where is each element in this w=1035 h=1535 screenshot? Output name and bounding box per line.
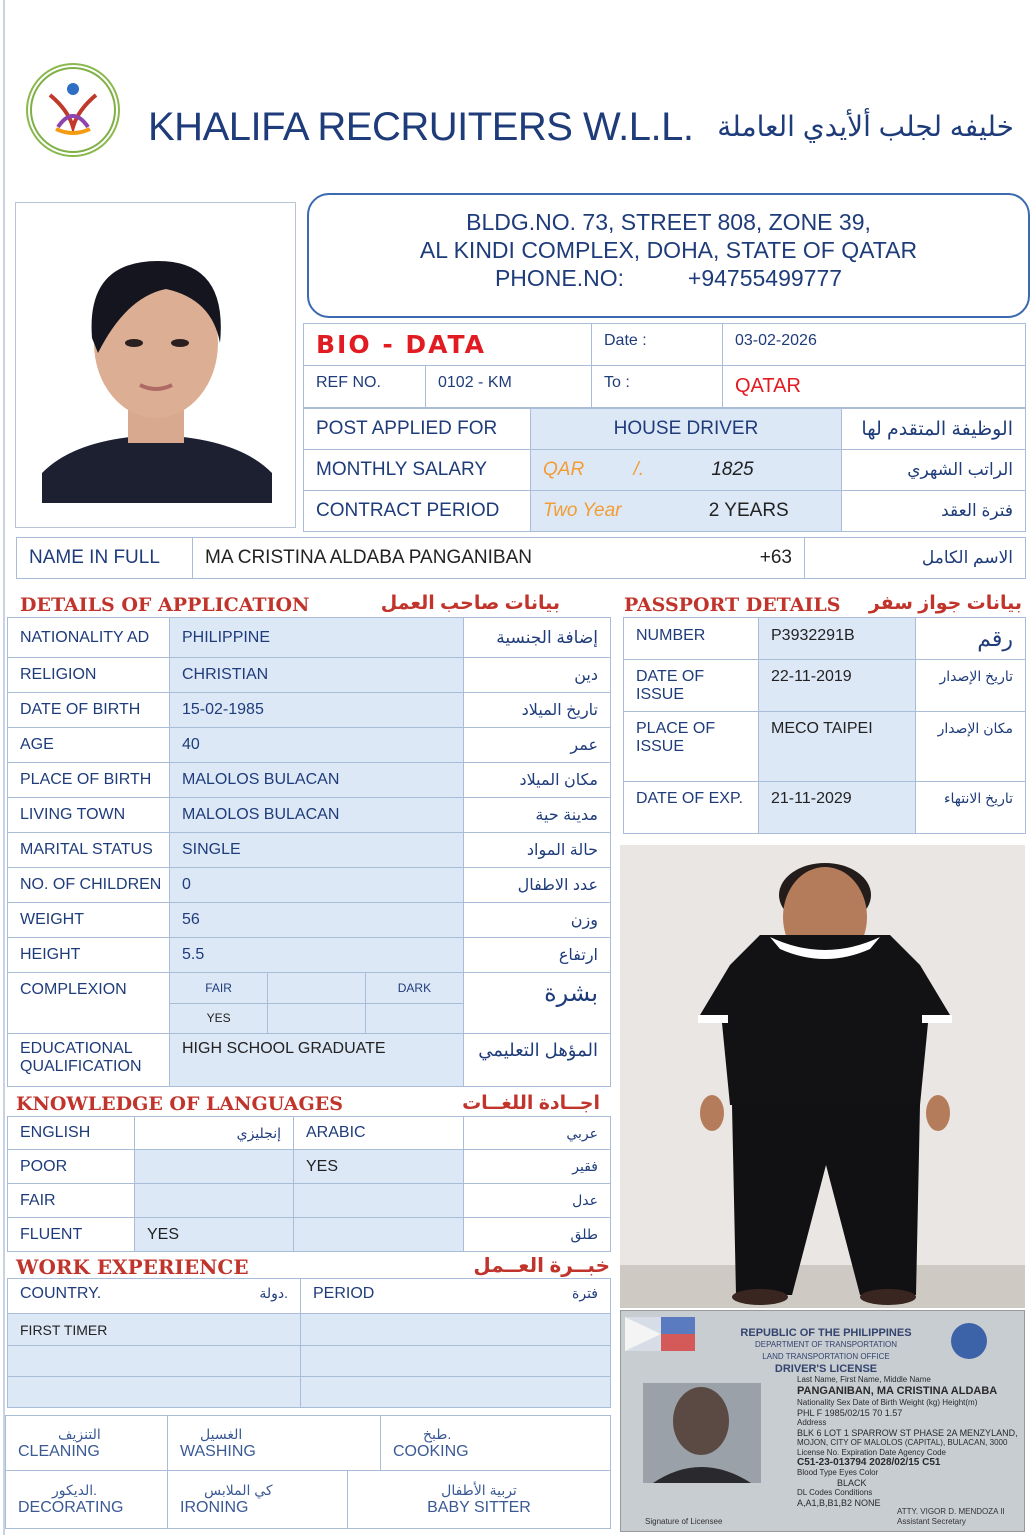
contract-cell	[531, 491, 842, 532]
contract-value: 2 YEARS	[708, 500, 789, 521]
lang-fair-ar: عدل	[464, 1184, 611, 1218]
passport-title-arabic: بيانات جواز سفر	[868, 593, 1022, 614]
complexion-fair-value: YES	[170, 1003, 268, 1033]
languages-title: KNOWLEDGE OF LANGUAGES	[16, 1093, 343, 1115]
lang-fluent: FLUENT	[8, 1218, 135, 1252]
address-box	[307, 193, 1030, 318]
license-asec-title: Assistant Secretary	[897, 1517, 966, 1526]
salary-label: MONTHLY SALARY	[304, 450, 531, 491]
lang-fair-english	[135, 1184, 294, 1218]
phone-number: +94755499777	[687, 265, 843, 291]
education-label-1: EDUCATIONAL	[20, 1040, 133, 1057]
skill-cooking-arabic: طبخ.	[423, 1425, 452, 1442]
name-code: +63	[759, 547, 792, 568]
name-label: NAME IN FULL	[17, 538, 193, 579]
bio-title-text: BIO - DATA	[316, 330, 487, 359]
applicant-portrait	[15, 202, 296, 528]
detail-value: SINGLE	[170, 833, 464, 868]
complexion-fair: FAIR	[170, 973, 268, 1003]
detail-value: 5.5	[170, 938, 464, 973]
skill-washing	[168, 1416, 381, 1471]
complexion-empty	[268, 1003, 366, 1033]
lang-fluent-ar: طلق	[464, 1218, 611, 1252]
license-codes-label: DL Codes Conditions	[797, 1488, 873, 1497]
license-name-label: Last Name, First Name, Middle Name	[797, 1375, 931, 1384]
complexion-dark: DARK	[365, 973, 463, 1003]
page-edge	[3, 0, 5, 1535]
name-table	[16, 537, 1026, 579]
skill-cleaning	[6, 1416, 168, 1471]
lang-fair-arabic-value	[294, 1184, 464, 1218]
issue-place: MECO TAIPEI	[759, 712, 916, 782]
passport-number-label: NUMBER	[624, 618, 759, 660]
lang-english: ENGLISH	[8, 1117, 135, 1150]
issue-date: 22-11-2019	[759, 660, 916, 712]
passport-number: P3932291B	[759, 618, 916, 660]
ref-label: REF NO.	[304, 366, 426, 408]
contract-hint: Two Year	[543, 500, 622, 521]
detail-label: AGE	[8, 728, 170, 763]
work-country-label: COUNTRY.	[20, 1285, 102, 1302]
work-empty	[8, 1377, 301, 1408]
skill-cleaning-arabic: التنزيف	[58, 1425, 101, 1442]
skills-table-2	[5, 1470, 611, 1529]
skill-decorating-label: DECORATING	[18, 1499, 124, 1516]
ref-value: 0102 - KM	[426, 366, 592, 408]
license-republic: REPUBLIC OF THE PHILIPPINES	[740, 1327, 912, 1339]
phone-line	[309, 264, 1028, 292]
passport-number-arabic: رقم	[916, 618, 1026, 660]
passport-title: PASSPORT DETAILS	[624, 594, 841, 616]
work-empty	[301, 1314, 611, 1346]
bio-title	[304, 324, 592, 366]
detail-label: LIVING TOWN	[8, 798, 170, 833]
issue-date-arabic: تاريخ الإصدار	[916, 660, 1026, 712]
skill-cooking	[381, 1416, 611, 1471]
education-value: HIGH SCHOOL GRADUATE	[170, 1034, 464, 1087]
logo-people-icon	[28, 65, 118, 155]
skill-ironing-arabic: كي الملابس	[204, 1482, 273, 1498]
issue-date-label-2: ISSUE	[636, 686, 685, 703]
complexion-label: COMPLEXION	[8, 973, 170, 1034]
lang-arabic: ARABIC	[294, 1117, 464, 1150]
lang-fluent-arabic-value	[294, 1218, 464, 1252]
lang-poor-ar: فقير	[464, 1150, 611, 1184]
name-arabic: الاسم الكامل	[805, 538, 1026, 579]
salary-currency: QAR	[543, 459, 585, 480]
bio-header-table	[303, 323, 1026, 366]
skill-decorating-arabic: الديكور.	[52, 1482, 98, 1498]
date-value: 03-02-2026	[723, 324, 1026, 366]
detail-value: MALOLOS BULACAN	[170, 798, 464, 833]
detail-arabic: ارتفاع	[464, 938, 611, 973]
detail-label: MARITAL STATUS	[8, 833, 170, 868]
detail-arabic: تاريخ الميلاد	[464, 693, 611, 728]
complexion-grid	[170, 973, 464, 1034]
detail-arabic: دين	[464, 658, 611, 693]
company-logo	[26, 63, 120, 157]
exp-date: 21-11-2029	[759, 782, 916, 834]
issue-date-label-1: DATE OF	[636, 668, 705, 685]
work-country-arabic: دولة.	[259, 1285, 288, 1301]
lang-fluent-english-value: YES	[135, 1218, 294, 1252]
license-signature-label: Signature of Licensee	[645, 1517, 723, 1526]
skill-baby-sitter-arabic: تربية الأطفال	[441, 1482, 517, 1498]
exp-date-label: DATE OF EXP.	[624, 782, 759, 834]
detail-value: 40	[170, 728, 464, 763]
lang-poor-arabic-value: YES	[294, 1150, 464, 1184]
date-label: Date :	[592, 324, 723, 366]
detail-label: HEIGHT	[8, 938, 170, 973]
details-title-arabic: بيانات صاحب العمل	[380, 593, 560, 614]
company-name: KHALIFA RECRUITERS W.L.L.	[148, 105, 694, 149]
license-address-2: MOJON, CITY OF MALOLOS (CAPITAL), BULACAN, 3000	[797, 1438, 1008, 1447]
detail-value: 56	[170, 903, 464, 938]
drivers-license-image	[620, 1310, 1025, 1532]
license-office: LAND TRANSPORTATION OFFICE	[762, 1352, 890, 1361]
lang-fair: FAIR	[8, 1184, 135, 1218]
detail-arabic: مدينة حية	[464, 798, 611, 833]
work-period-label: PERIOD	[313, 1285, 375, 1302]
work-table	[7, 1278, 611, 1408]
skill-cleaning-label: CLEANING	[18, 1442, 100, 1460]
salary-value: 1825	[711, 459, 754, 480]
work-title: WORK EXPERIENCE	[16, 1255, 249, 1279]
license-blood-label: Blood Type Eyes Color	[797, 1468, 879, 1477]
salary-separator: /.	[633, 459, 645, 480]
education-label	[8, 1034, 170, 1087]
phone-label: PHONE.NO:	[494, 265, 625, 291]
license-details	[797, 1375, 1023, 1508]
license-asec	[897, 1507, 1005, 1527]
applicant-full-photo	[620, 845, 1025, 1308]
license-address-1: BLK 6 LOT 1 SPARROW ST PHASE 2A MENZYLAND,	[797, 1428, 1018, 1438]
name-cell	[193, 538, 805, 579]
details-table	[7, 617, 611, 1087]
lang-arabic-arabic: عربي	[464, 1117, 611, 1150]
work-period-arabic: فترة	[572, 1285, 598, 1301]
detail-arabic: وزن	[464, 903, 611, 938]
work-period-header	[301, 1279, 611, 1314]
detail-label: RELIGION	[8, 658, 170, 693]
detail-value: MALOLOS BULACAN	[170, 763, 464, 798]
complexion-empty	[268, 973, 366, 1003]
complexion-arabic: بشرة	[464, 973, 611, 1034]
license-asec-name: ATTY. VIGOR D. MENDOZA II	[897, 1507, 1005, 1516]
post-label: POST APPLIED FOR	[304, 409, 531, 450]
work-empty	[301, 1346, 611, 1377]
lang-poor: POOR	[8, 1150, 135, 1184]
skill-ironing	[168, 1471, 348, 1529]
salary-arabic: الراتب الشهري	[842, 450, 1026, 491]
detail-arabic: مكان الميلاد	[464, 763, 611, 798]
detail-arabic: حالة المواد	[464, 833, 611, 868]
post-value: HOUSE DRIVER	[531, 409, 842, 450]
license-address-label: Address	[797, 1418, 827, 1427]
issue-place-arabic: مكان الإصدار	[916, 712, 1026, 782]
ref-table	[303, 365, 1026, 408]
skill-decorating	[6, 1471, 168, 1529]
license-meta-values: PHL F 1985/02/15 70 1.57	[797, 1408, 903, 1418]
education-label-2: QUALIFICATION	[20, 1058, 142, 1075]
license-name: PANGANIBAN, MA CRISTINA ALDABA	[797, 1385, 998, 1397]
job-table	[303, 408, 1026, 532]
license-dept: DEPARTMENT OF TRANSPORTATION	[754, 1340, 898, 1349]
salary-cell	[531, 450, 842, 491]
detail-value: PHILIPPINE	[170, 618, 464, 658]
detail-label: WEIGHT	[8, 903, 170, 938]
detail-label: DATE OF BIRTH	[8, 693, 170, 728]
issue-place-label-1: PLACE OF	[636, 720, 716, 737]
skill-ironing-label: IRONING	[180, 1499, 249, 1516]
languages-table	[7, 1116, 611, 1252]
skills-table-1	[5, 1415, 611, 1471]
exp-date-arabic: تاريخ الانتهاء	[916, 782, 1026, 834]
license-meta-labels: Nationality Sex Date of Birth Weight (kg) Height(m)	[797, 1398, 978, 1407]
detail-label: NO. OF CHILDREN	[8, 868, 170, 903]
name-value: MA CRISTINA ALDABA PANGANIBAN	[205, 547, 532, 568]
detail-arabic: إضافة الجنسية	[464, 618, 611, 658]
complexion-empty	[365, 1003, 463, 1033]
address-line-1: BLDG.NO. 73, STREET 808, ZONE 39,	[466, 209, 871, 235]
to-value: QATAR	[723, 366, 1026, 408]
to-label: To :	[592, 366, 723, 408]
skill-baby-sitter-label: BABY SITTER	[427, 1499, 531, 1516]
detail-label: PLACE OF BIRTH	[8, 763, 170, 798]
issue-place-label	[624, 712, 759, 782]
detail-arabic: عدد الاطفال	[464, 868, 611, 903]
contract-arabic: فترة العقد	[842, 491, 1026, 532]
lang-english-arabic: إنجليزي	[135, 1117, 294, 1150]
skill-baby-sitter	[348, 1471, 611, 1529]
license-number-label: License No. Expiration Date Agency Code	[797, 1448, 946, 1457]
license-number-values: C51-23-013794 2028/02/15 C51	[797, 1457, 941, 1468]
work-first-timer: FIRST TIMER	[8, 1314, 301, 1346]
work-title-arabic: خبــرة العــمل	[473, 1255, 610, 1277]
passport-table	[623, 617, 1026, 834]
work-country-header	[8, 1279, 301, 1314]
detail-label: NATIONALITY AD	[8, 618, 170, 658]
work-empty	[8, 1346, 301, 1377]
detail-arabic: عمر	[464, 728, 611, 763]
skill-cooking-label: COOKING	[393, 1442, 469, 1460]
contract-label: CONTRACT PERIOD	[304, 491, 531, 532]
detail-value: CHRISTIAN	[170, 658, 464, 693]
work-empty	[301, 1377, 611, 1408]
address-line-2: AL KINDI COMPLEX, DOHA, STATE OF QATAR	[419, 237, 918, 263]
detail-value: 15-02-1985	[170, 693, 464, 728]
license-eyes: BLACK	[837, 1478, 867, 1488]
education-arabic: المؤهل التعليمي	[464, 1034, 611, 1087]
issue-date-label	[624, 660, 759, 712]
license-codes: A,A1,B,B1,B2 NONE	[797, 1498, 881, 1508]
detail-value: 0	[170, 868, 464, 903]
languages-title-arabic: اجــادة اللغــات	[462, 1093, 600, 1114]
skill-washing-label: WASHING	[180, 1442, 256, 1460]
license-header	[721, 1327, 931, 1375]
skill-washing-arabic: الغسيل	[200, 1425, 243, 1442]
issue-place-label-2: ISSUE	[636, 738, 685, 755]
post-arabic: الوظيفة المتقدم لها	[842, 409, 1026, 450]
license-title: DRIVER'S LICENSE	[774, 1363, 878, 1375]
complexion-subtable	[170, 973, 463, 1033]
details-title: DETAILS OF APPLICATION	[20, 594, 310, 616]
lang-poor-english	[135, 1150, 294, 1184]
company-name-arabic: خليفه لجلب ألأيدي العاملة	[717, 111, 1014, 142]
